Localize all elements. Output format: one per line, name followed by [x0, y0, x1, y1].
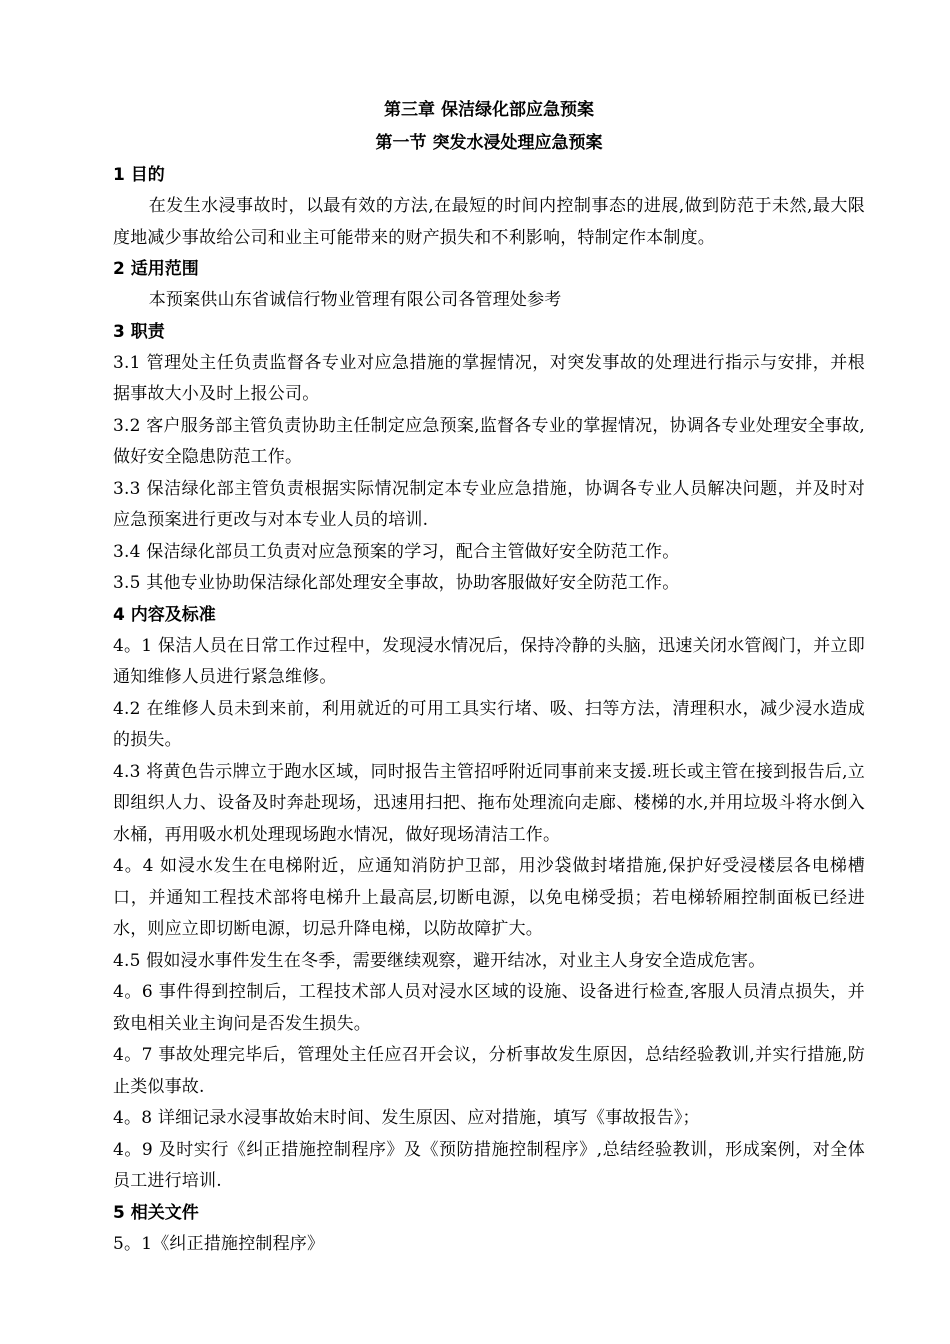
paragraph-related-5-1: 5。1《纠正措施控制程序》 [113, 1233, 325, 1254]
chapter-title: 第三章 保洁绿化部应急预案 [384, 100, 594, 120]
paragraph-responsibility-3-2: 3.2 客户服务部主管负责协助主任制定应急预案,监督各专业的掌握情况，协调各专业处理安全事故,做好安全隐患防范工作。 [113, 415, 865, 467]
paragraph-purpose: 在发生水浸事故时，以最有效的方法,在最短的时间内控制事态的进展,做到防范于未然,最大限度地减少事故给公司和业主可能带来的财产损失和不利影响，特制定作本制度。 [113, 196, 865, 248]
paragraph-responsibility-3-1: 3.1 管理处主任负责监督各专业对应急措施的掌握情况，对突发事故的处理进行指示与安排，并根据事故大小及时上报公司。 [113, 352, 865, 404]
paragraph-content-4-5: 4.5 假如浸水事件发生在冬季，需要继续观察，避开结冰，对业主人身安全造成危害。 [113, 950, 766, 971]
paragraph-responsibility-3-4: 3.4 保洁绿化部员工负责对应急预案的学习，配合主管做好安全防范工作。 [113, 541, 680, 562]
heading-content-standards: 4 内容及标准 [113, 604, 216, 625]
heading-related-documents: 5 相关文件 [113, 1202, 199, 1223]
paragraph-content-4-6: 4。6 事件得到控制后，工程技术部人员对浸水区域的设施、设备进行检查,客服人员清点损失，并致电相关业主询问是否发生损失。 [113, 982, 865, 1034]
section-title: 第一节 突发水浸处理应急预案 [375, 133, 603, 153]
paragraph-content-4-3: 4.3 将黄色告示牌立于跑水区域，同时报告主管招呼附近同事前来支援.班长或主管在接到报告后,立即组织人力、设备及时奔赴现场，迅速用扫把、拖布处理流向走廊、楼梯的水,并用垃圾斗将水倒入水桶，再用吸水机处理现场跑水情况，做好现场清洁工作。 [113, 761, 865, 845]
paragraph-responsibility-3-3: 3.3 保洁绿化部主管负责根据实际情况制定本专业应急措施，协调各专业人员解决问题，并及时对应急预案进行更改与对本专业人员的培训. [113, 478, 865, 530]
paragraph-content-4-7: 4。7 事故处理完毕后，管理处主任应召开会议，分析事故发生原因，总结经验教训,并实行措施,防止类似事故. [113, 1045, 865, 1097]
paragraph-content-4-4: 4。4 如浸水发生在电梯附近，应通知消防护卫部，用沙袋做封堵措施,保护好受浸楼层各电梯槽口，并通知工程技术部将电梯升上最高层,切断电源，以免电梯受损；若电梯轿厢控制面板已经进水，则应立即切断电源，切忌升降电梯，以防故障扩大。 [113, 856, 865, 939]
heading-scope: 2 适用范围 [113, 259, 199, 279]
paragraph-responsibility-3-5: 3.5 其他专业协助保洁绿化部处理安全事故，协助客服做好安全防范工作。 [113, 573, 680, 593]
paragraph-content-4-9: 4。9 及时实行《纠正措施控制程序》及《预防措施控制程序》,总结经验教训，形成案例，对全体员工进行培训. [113, 1139, 865, 1191]
heading-purpose: 1 目的 [113, 165, 165, 185]
document-page [113, 94, 865, 1260]
paragraph-scope: 本预案供山东省诚信行物业管理有限公司各管理处参考 [148, 290, 562, 310]
paragraph-content-4-8: 4。8 详细记录水浸事故始末时间、发生原因、应对措施，填写《事故报告》； [113, 1108, 700, 1128]
paragraph-content-4-1: 4。1 保洁人员在日常工作过程中，发现浸水情况后，保持冷静的头脑，迅速关闭水管阀门，并立即通知维修人员进行紧急维修。 [113, 635, 865, 687]
heading-responsibilities: 3 职责 [113, 321, 165, 342]
paragraph-content-4-2: 4.2 在维修人员未到来前，利用就近的可用工具实行堵、吸、扫等方法，清理积水，减少浸水造成的损失。 [113, 698, 865, 750]
